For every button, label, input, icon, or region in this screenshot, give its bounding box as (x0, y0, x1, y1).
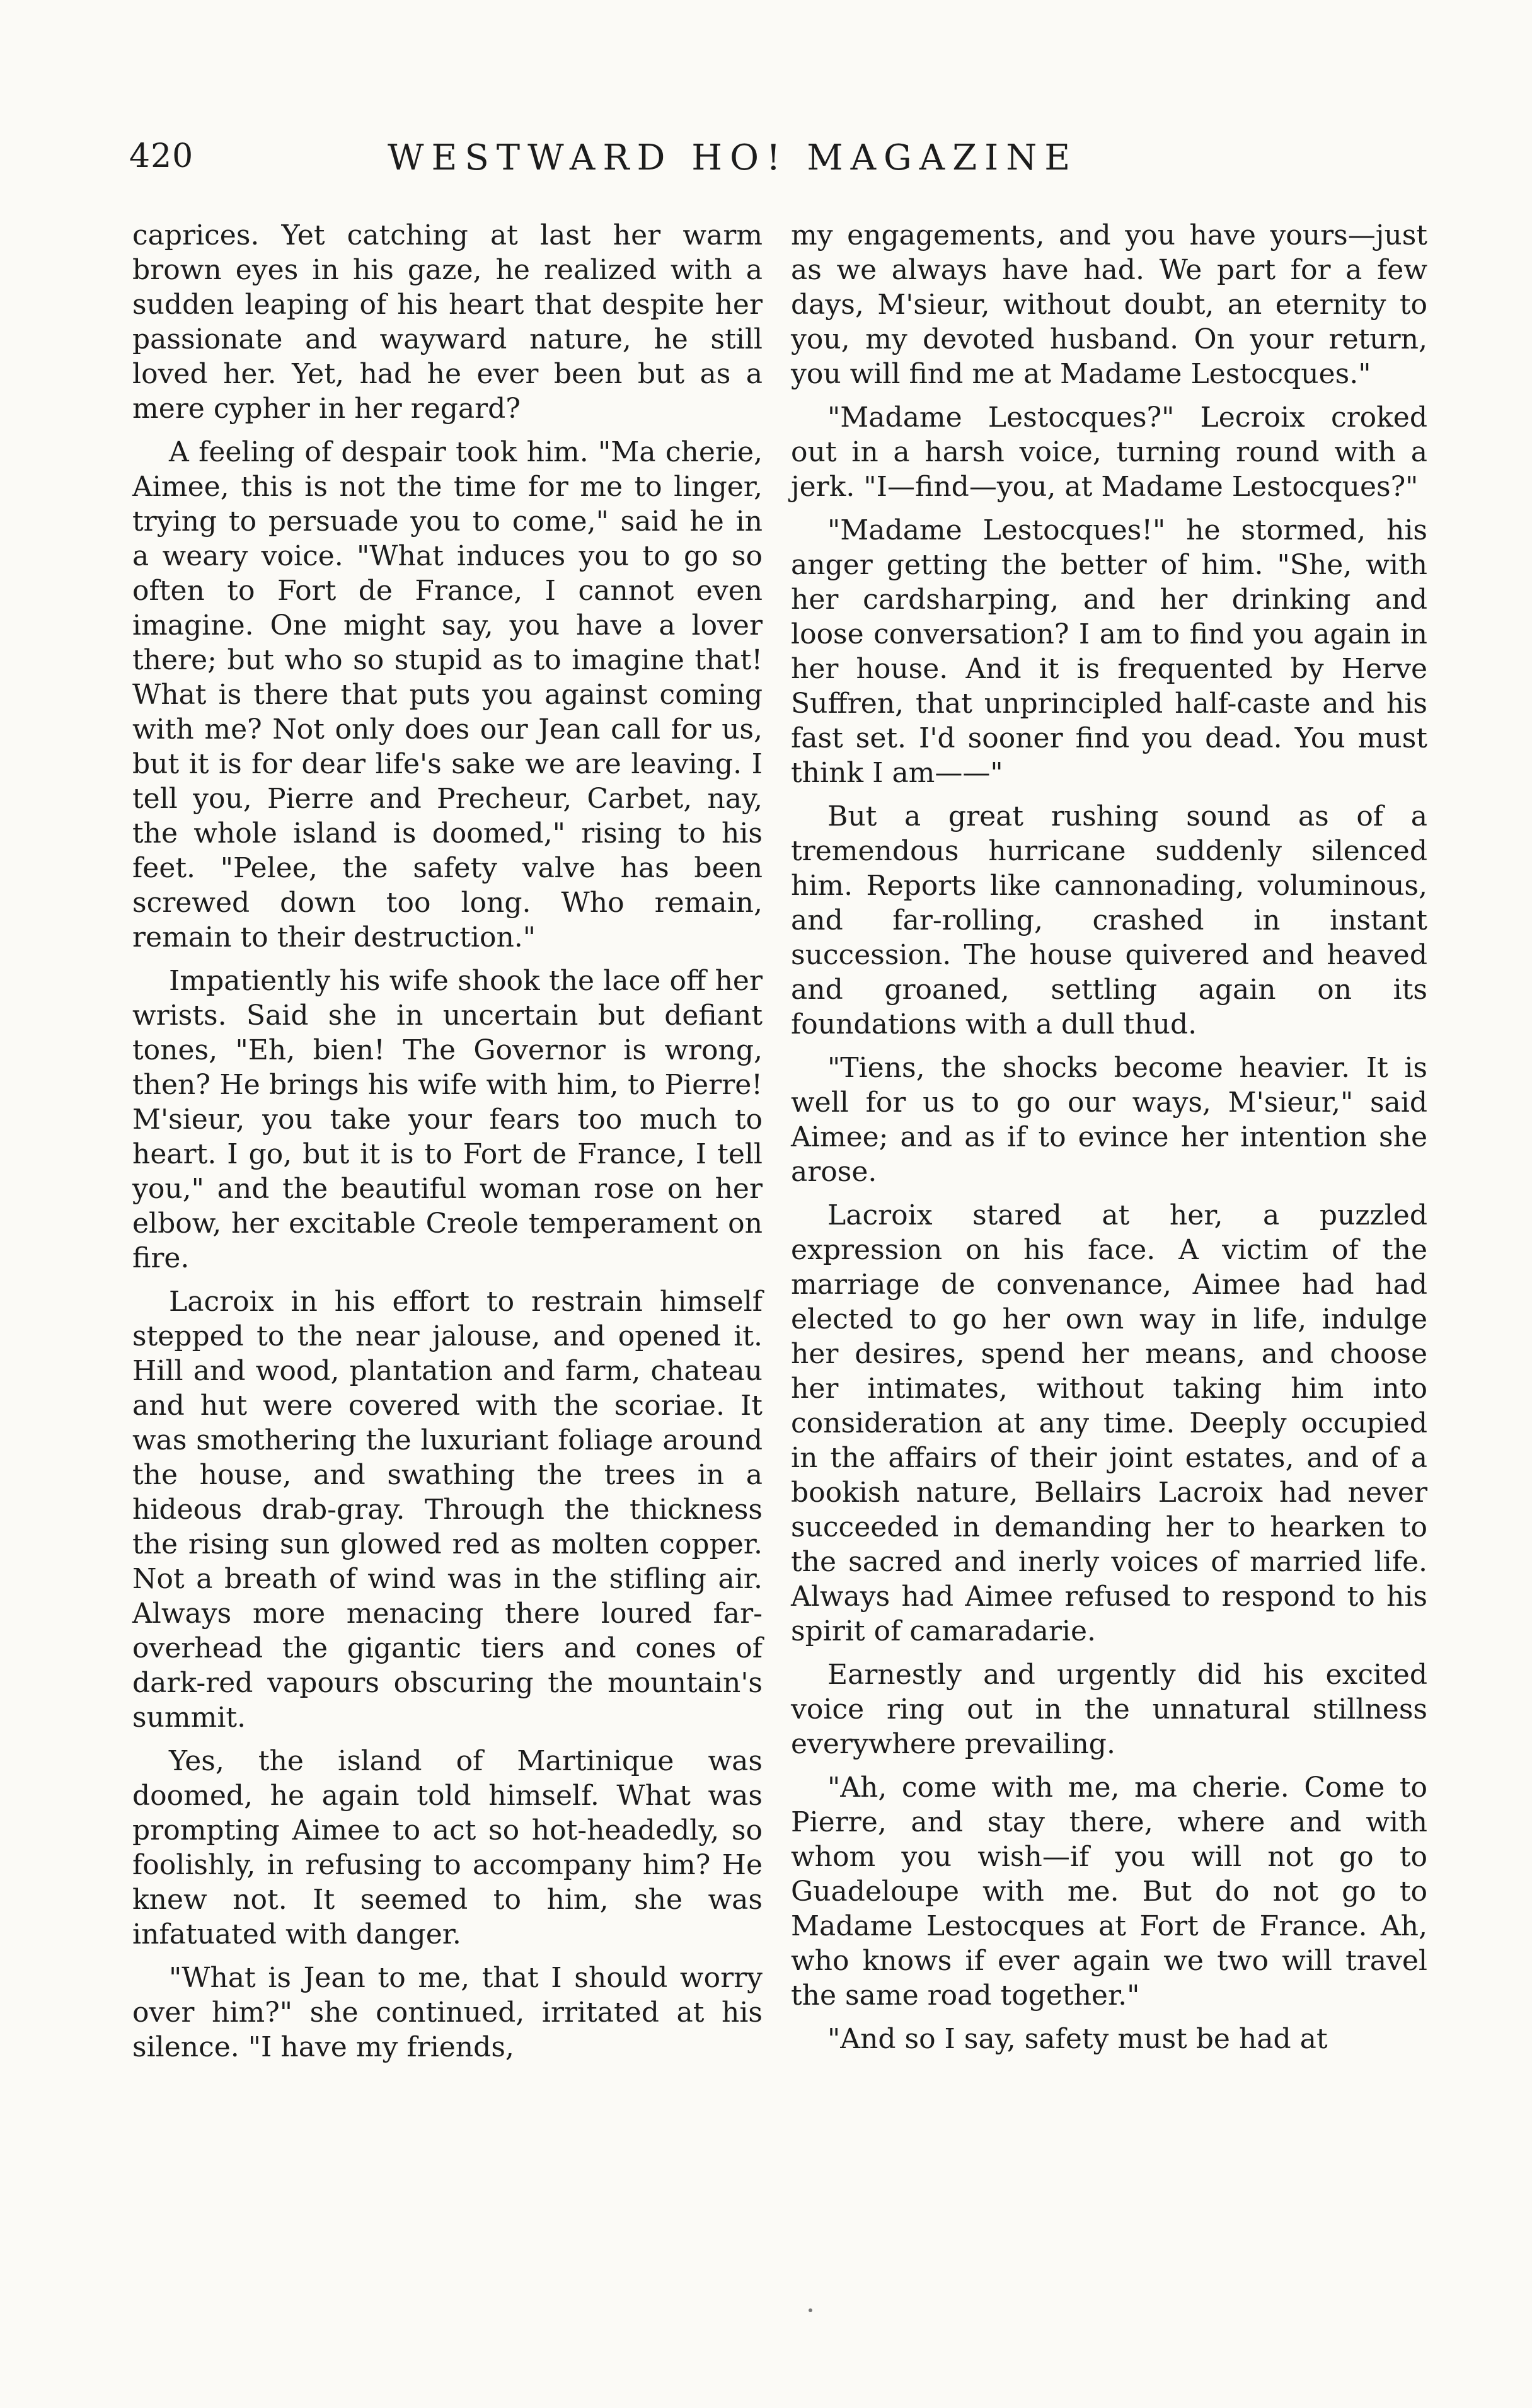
right-column (791, 218, 1427, 2056)
paragraph: "Madame Lestocques!" he stormed, his anger getting the better of him. "She, with her cardsharping, and her drinking and loose conversation? I am to find you again in her house. And it is frequented by Herve Suffren, that unprincipled half-caste and his fast set. I'd sooner find you dead. You must think I am——" (791, 514, 1427, 789)
running-head: WESTWARD HO! MAGAZINE (388, 137, 1078, 178)
paragraph: But a great rushing sound as of a tremendous hurricane suddenly silenced him. Reports like cannonading, voluminous, and far-rolling, crashed in instant succession. The house quivered and heaved and groaned, settling again on its foundations with a dull thud. (791, 800, 1427, 1040)
paragraph: Yes, the island of Martinique was doomed, he again told himself. What was prompting Aimee to act so hot-headedly, so foolishly, in refusing to accompany him? He knew not. It seemed to him, she was infatuated with danger. (132, 1745, 763, 1950)
page-header (129, 137, 1421, 188)
paragraph: "Tiens, the shocks become heavier. It is well for us to go our ways, M'sieur," said Aimee; and as if to evince her intention she arose. (791, 1052, 1427, 1188)
left-column (132, 218, 763, 2065)
paragraph: "What is Jean to me, that I should worry over him?" she continued, irritated at his silence. "I have my friends, (132, 1962, 763, 2063)
print-speck (809, 2308, 812, 2312)
paragraph: my engagements, and you have yours—just as we always have had. We part for a few days, M'sieur, without doubt, an eternity to you, my devoted husband. On your return, you will find me at Madame Lestocques." (791, 219, 1427, 390)
page-number: 420 (129, 137, 194, 175)
paragraph: Lacroix stared at her, a puzzled expression on his face. A victim of the marriage de convenance, Aimee had had elected to go her own way in life, indulge her desires, spend her means, and choose her intimates, without taking him into consideration at any time. Deeply occupied in the affairs of their joint estates, and of a bookish nature, Bellairs Lacroix had never succeeded in demanding her to hearken to the sacred and inerly voices of married life. Always had Aimee refused to respond to his spirit of camaradarie. (791, 1199, 1427, 1647)
paragraph: A feeling of despair took him. "Ma cherie, Aimee, this is not the time for me to linger, trying to persuade you to come," said he in a weary voice. "What induces you to go so often to Fort de France, I cannot even imagine. One might say, you have a lover there; but who so stupid as to imagine that! What is there that puts you against coming with me? Not only does our Jean call for us, but it is for dear life's sake we are leaving. I tell you, Pierre and Precheur, Carbet, nay, the whole island is doomed," rising to his feet. "Pelee, the safety valve has been screwed down too long. Who remain, remain to their destruction." (132, 436, 763, 953)
paragraph: "Ah, come with me, ma cherie. Come to Pierre, and stay there, where and with whom you wish—if you will not go to Guadeloupe with me. But do not go to Madame Lestocques at Fort de France. Ah, who knows if ever again we two will travel the same road together." (791, 1771, 1427, 2012)
paragraph: Earnestly and urgently did his excited voice ring out in the unnatural stillness everywhere prevailing. (791, 1659, 1427, 1760)
paragraph: Impatiently his wife shook the lace off her wrists. Said she in uncertain but defiant tones, "Eh, bien! The Governor is wrong, then? He brings his wife with him, to Pierre! M'sieur, you take your fears too much to heart. I go, but it is to Fort de France, I tell you," and the beautiful woman rose on her elbow, her excitable Creole temperament on fire. (132, 965, 763, 1274)
paragraph: "And so I say, safety must be had at (827, 2023, 1328, 2055)
paragraph: Lacroix in his effort to restrain himself stepped to the near jalouse, and opened it. Hill and wood, plantation and farm, chateau and hut were covered with the scoriae. It was smothering the luxuriant foliage around the house, and swathing the trees in a hideous drab-gray. Through the thickness the rising sun glowed red as molten copper. Not a breath of wind was in the stifling air. Always more menacing there loured far-overhead the gigantic tiers and cones of dark-red vapours obscuring the mountain's summit. (132, 1286, 763, 1734)
paragraph: "Madame Lestocques?" Lecroix croked out in a harsh voice, turning round with a jerk. "I—find—you, at Madame Lestocques?" (791, 401, 1427, 503)
paragraph: caprices. Yet catching at last her warm brown eyes in his gaze, he realized with a sudden leaping of his heart that despite her passionate and wayward nature, he still loved her. Yet, had he ever been but as a mere cypher in her regard? (132, 219, 763, 425)
